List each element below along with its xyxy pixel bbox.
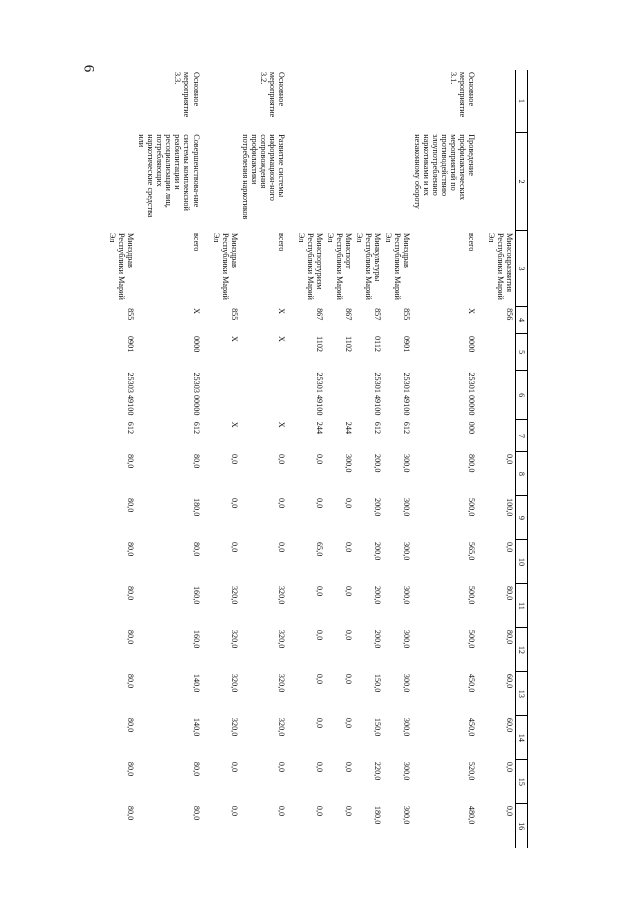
table-row [211, 70, 240, 848]
column-header: 8 [515, 452, 527, 496]
cell-col-4: 867 [343, 308, 353, 321]
header-row [515, 70, 527, 848]
cell-col-9: 80,0 [126, 497, 136, 513]
cell-col-1 [354, 70, 383, 132]
cell-col-10: 0,0 [276, 541, 286, 553]
table-row [107, 70, 136, 848]
cell-col-2 [107, 132, 136, 231]
column-header: 11 [515, 584, 527, 628]
cell-col-15: 0,0 [314, 761, 324, 773]
cell-col-8: 0,0 [229, 453, 239, 465]
cell-col-13: 320,0 [229, 673, 239, 693]
cell-col-11: 0,0 [343, 585, 353, 597]
cell-col-13: 320,0 [276, 673, 286, 693]
cell-col-14: 450,0 [466, 717, 476, 737]
cell-col-12: 500,0 [466, 629, 476, 649]
cell-col-2: Совершенствова-ние системы комплексной реабилитации и ресоциализации лиц, потребляющих наркотические средства или [137, 134, 201, 218]
cell-col-15: 0,0 [343, 761, 353, 773]
cell-col-12: 0,0 [343, 629, 353, 641]
cell-col-8: 200,0 [372, 453, 382, 473]
cell-col-4: 857 [372, 308, 382, 321]
cell-col-8: 0,0 [314, 453, 324, 465]
cell-col-2: Проведение профилактических мероприятий по противодействию злоупотреблению наркотиками и их незаконному обороту [412, 134, 476, 209]
cell-col-15: 80,0 [126, 761, 136, 777]
cell-col-6: 25301 49100 [314, 372, 324, 416]
budget-table [107, 70, 528, 848]
cell-col-4: 856 [504, 308, 514, 321]
cell-col-12: 80,0 [504, 629, 514, 645]
cell-col-16: 0,0 [276, 805, 286, 817]
cell-col-3: всего [466, 232, 476, 252]
cell-col-7: 612 [191, 421, 201, 435]
table-body [107, 70, 515, 848]
cell-col-16: 180,0 [372, 805, 382, 825]
column-header: 2 [515, 132, 527, 231]
cell-col-12: 320,0 [229, 629, 239, 649]
cell-col-6: 25301 00000 [466, 372, 476, 416]
cell-col-16: 0,0 [343, 805, 353, 817]
cell-col-10: 565,0 [466, 541, 476, 561]
cell-col-13: 60,0 [504, 673, 514, 689]
cell-col-6: 25303 00000 [191, 372, 201, 416]
cell-col-8: 300,0 [401, 453, 411, 473]
cell-col-4: X [466, 308, 476, 314]
column-header: 1 [515, 70, 527, 132]
cell-col-14: 300,0 [401, 717, 411, 737]
cell-col-8: 0,0 [276, 453, 286, 465]
table-row [486, 70, 516, 848]
cell-col-2: Развитие системы информацион-ного сопровождения профилактики потребления наркотиков [240, 134, 286, 220]
column-header: 4 [515, 306, 527, 334]
cell-col-13: 150,0 [372, 673, 382, 693]
cell-col-3: Минздрав Республики Марий Эл [108, 232, 136, 300]
cell-col-5: 1102 [343, 335, 353, 353]
cell-col-13: 140,0 [191, 673, 201, 693]
cell-col-11: 80,0 [126, 585, 136, 601]
cell-col-12: 80,0 [126, 629, 136, 645]
cell-col-4: 867 [314, 308, 324, 321]
cell-col-14: 140,0 [191, 717, 201, 737]
cell-col-12: 300,0 [401, 629, 411, 649]
cell-col-14: 320,0 [276, 717, 286, 737]
cell-col-8: 80,0 [126, 453, 136, 469]
column-header: 5 [515, 334, 527, 370]
cell-col-2 [486, 132, 516, 231]
cell-col-5: 0000 [466, 335, 476, 353]
cell-col-16: 0,0 [504, 805, 514, 817]
cell-col-15: 80,0 [191, 761, 201, 777]
cell-col-11: 160,0 [191, 585, 201, 605]
cell-col-7: X [229, 421, 239, 428]
cell-col-7: 000 [466, 421, 476, 435]
cell-col-1 [107, 70, 136, 132]
cell-col-13: 80,0 [126, 673, 136, 689]
cell-col-10: 65,0 [314, 541, 324, 557]
cell-col-4: 855 [401, 308, 411, 321]
cell-col-14: 0,0 [343, 717, 353, 729]
column-header: 15 [515, 760, 527, 804]
cell-col-16: 0,0 [314, 805, 324, 817]
cell-col-10: 80,0 [126, 541, 136, 557]
cell-col-10: 0,0 [229, 541, 239, 553]
column-header: 6 [515, 370, 527, 419]
cell-col-15: 220,0 [372, 761, 382, 781]
cell-col-16: 80,0 [191, 805, 201, 821]
cell-col-9: 500,0 [466, 497, 476, 517]
cell-col-8: 800,0 [466, 453, 476, 473]
cell-col-6: 25301 49100 [401, 372, 411, 416]
cell-col-2 [354, 132, 383, 231]
cell-col-12: 200,0 [372, 629, 382, 649]
cell-col-7: 244 [314, 421, 324, 435]
cell-col-7 [486, 420, 516, 452]
cell-col-12: 320,0 [276, 629, 286, 649]
cell-col-15: 0,0 [276, 761, 286, 773]
cell-col-13: 0,0 [314, 673, 324, 685]
cell-col-15: 0,0 [504, 761, 514, 773]
cell-col-3: Минздрав Республики Марий Эл [383, 232, 411, 300]
cell-col-1 [325, 70, 354, 132]
cell-col-16: 300,0 [401, 805, 411, 825]
cell-col-1 [296, 70, 325, 132]
column-header: 13 [515, 672, 527, 716]
cell-col-16: 80,0 [126, 805, 136, 821]
cell-col-4: X [191, 308, 201, 314]
cell-col-7: X [276, 421, 286, 428]
cell-col-3: всего [276, 232, 286, 252]
table-row [136, 70, 210, 848]
column-header: 14 [515, 716, 527, 760]
cell-col-12: 160,0 [191, 629, 201, 649]
column-header: 9 [515, 496, 527, 540]
cell-col-3: Минспорт Республики Марий Эл [325, 232, 353, 300]
cell-col-10: 0,0 [504, 541, 514, 553]
cell-col-9: 0,0 [314, 497, 324, 509]
cell-col-5: X [229, 335, 239, 342]
column-header: 10 [515, 540, 527, 584]
cell-col-6: 25303 49100 [126, 372, 136, 416]
cell-col-1 [486, 70, 516, 132]
cell-col-13: 450,0 [466, 673, 476, 693]
rotated-table-area [100, 70, 528, 848]
cell-col-10: 80,0 [191, 541, 201, 557]
cell-col-6 [211, 370, 240, 419]
cell-col-5 [486, 334, 516, 370]
cell-col-10: 0,0 [343, 541, 353, 553]
cell-col-1: Основное мероприятие 3.3. [173, 72, 201, 118]
cell-col-2 [325, 132, 354, 231]
table-row [412, 70, 486, 848]
cell-col-11: 300,0 [401, 585, 411, 605]
cell-col-9: 300,0 [401, 497, 411, 517]
cell-col-7: 244 [343, 421, 353, 435]
cell-col-11: 0,0 [314, 585, 324, 597]
cell-col-15: 0,0 [229, 761, 239, 773]
cell-col-11: 500,0 [466, 585, 476, 605]
cell-col-4: 855 [229, 308, 239, 321]
cell-col-3: Минздрав Республики Марий Эл [211, 232, 239, 300]
table-row [354, 70, 383, 848]
table-row [240, 70, 296, 848]
cell-col-3: Минсоцразвития Республики Марий Эл [486, 232, 514, 300]
cell-col-9: 200,0 [372, 497, 382, 517]
cell-col-11: 80,0 [504, 585, 514, 601]
column-header: 3 [515, 231, 527, 306]
cell-col-1: Основное мероприятие 3.2. [258, 72, 286, 118]
cell-col-7: 612 [126, 421, 136, 435]
cell-col-14: 0,0 [314, 717, 324, 729]
cell-col-6 [325, 370, 354, 419]
cell-col-1 [211, 70, 240, 132]
cell-col-16: 0,0 [229, 805, 239, 817]
cell-col-5: 0901 [126, 335, 136, 353]
cell-col-7: 612 [401, 421, 411, 435]
table-row [296, 70, 325, 848]
cell-col-8: 0,0 [504, 453, 514, 465]
cell-col-2 [383, 132, 412, 231]
cell-col-1: Основное мероприятие 3.1. [448, 72, 476, 118]
cell-col-10: 200,0 [372, 541, 382, 561]
cell-col-9: 100,0 [504, 497, 514, 517]
cell-col-9: 0,0 [229, 497, 239, 509]
cell-col-15: 520,0 [466, 761, 476, 781]
cell-col-6 [240, 370, 296, 419]
cell-col-5: X [276, 335, 286, 342]
cell-col-9: 0,0 [343, 497, 353, 509]
column-header: 12 [515, 628, 527, 672]
cell-col-4: 855 [126, 308, 136, 321]
cell-col-5: 0000 [191, 335, 201, 353]
cell-col-3: всего [191, 232, 201, 252]
cell-col-2 [296, 132, 325, 231]
cell-col-2 [211, 132, 240, 231]
page-number: 6 [80, 64, 97, 73]
cell-col-11: 200,0 [372, 585, 382, 605]
cell-col-9: 180,0 [191, 497, 201, 517]
table-row [383, 70, 412, 848]
cell-col-6 [486, 370, 516, 419]
column-header: 7 [515, 420, 527, 452]
cell-col-7: 612 [372, 421, 382, 435]
cell-col-14: 80,0 [126, 717, 136, 733]
cell-col-11: 320,0 [229, 585, 239, 605]
cell-col-14: 320,0 [229, 717, 239, 737]
cell-col-16: 480,0 [466, 805, 476, 825]
cell-col-14: 60,0 [504, 717, 514, 733]
column-header: 16 [515, 804, 527, 848]
cell-col-13: 300,0 [401, 673, 411, 693]
cell-col-11: 320,0 [276, 585, 286, 605]
cell-col-13: 0,0 [343, 673, 353, 685]
cell-col-6: 25301 49100 [372, 372, 382, 416]
cell-col-8: 300,0 [343, 453, 353, 473]
cell-col-8: 80,0 [191, 453, 201, 469]
table-row [325, 70, 354, 848]
cell-col-3: Минкультуры Республики Марий Эл [354, 232, 382, 300]
cell-col-1 [383, 70, 412, 132]
cell-col-5: 0112 [372, 335, 382, 353]
cell-col-9: 0,0 [276, 497, 286, 509]
cell-col-12: 0,0 [314, 629, 324, 641]
cell-col-5: 0901 [401, 335, 411, 353]
cell-col-10: 300,0 [401, 541, 411, 561]
cell-col-15: 300,0 [401, 761, 411, 781]
cell-col-5: 1102 [314, 335, 324, 353]
cell-col-14: 150,0 [372, 717, 382, 737]
cell-col-4: X [276, 308, 286, 314]
cell-col-3: Минспортуризм Республики Марий Эл [296, 232, 324, 300]
